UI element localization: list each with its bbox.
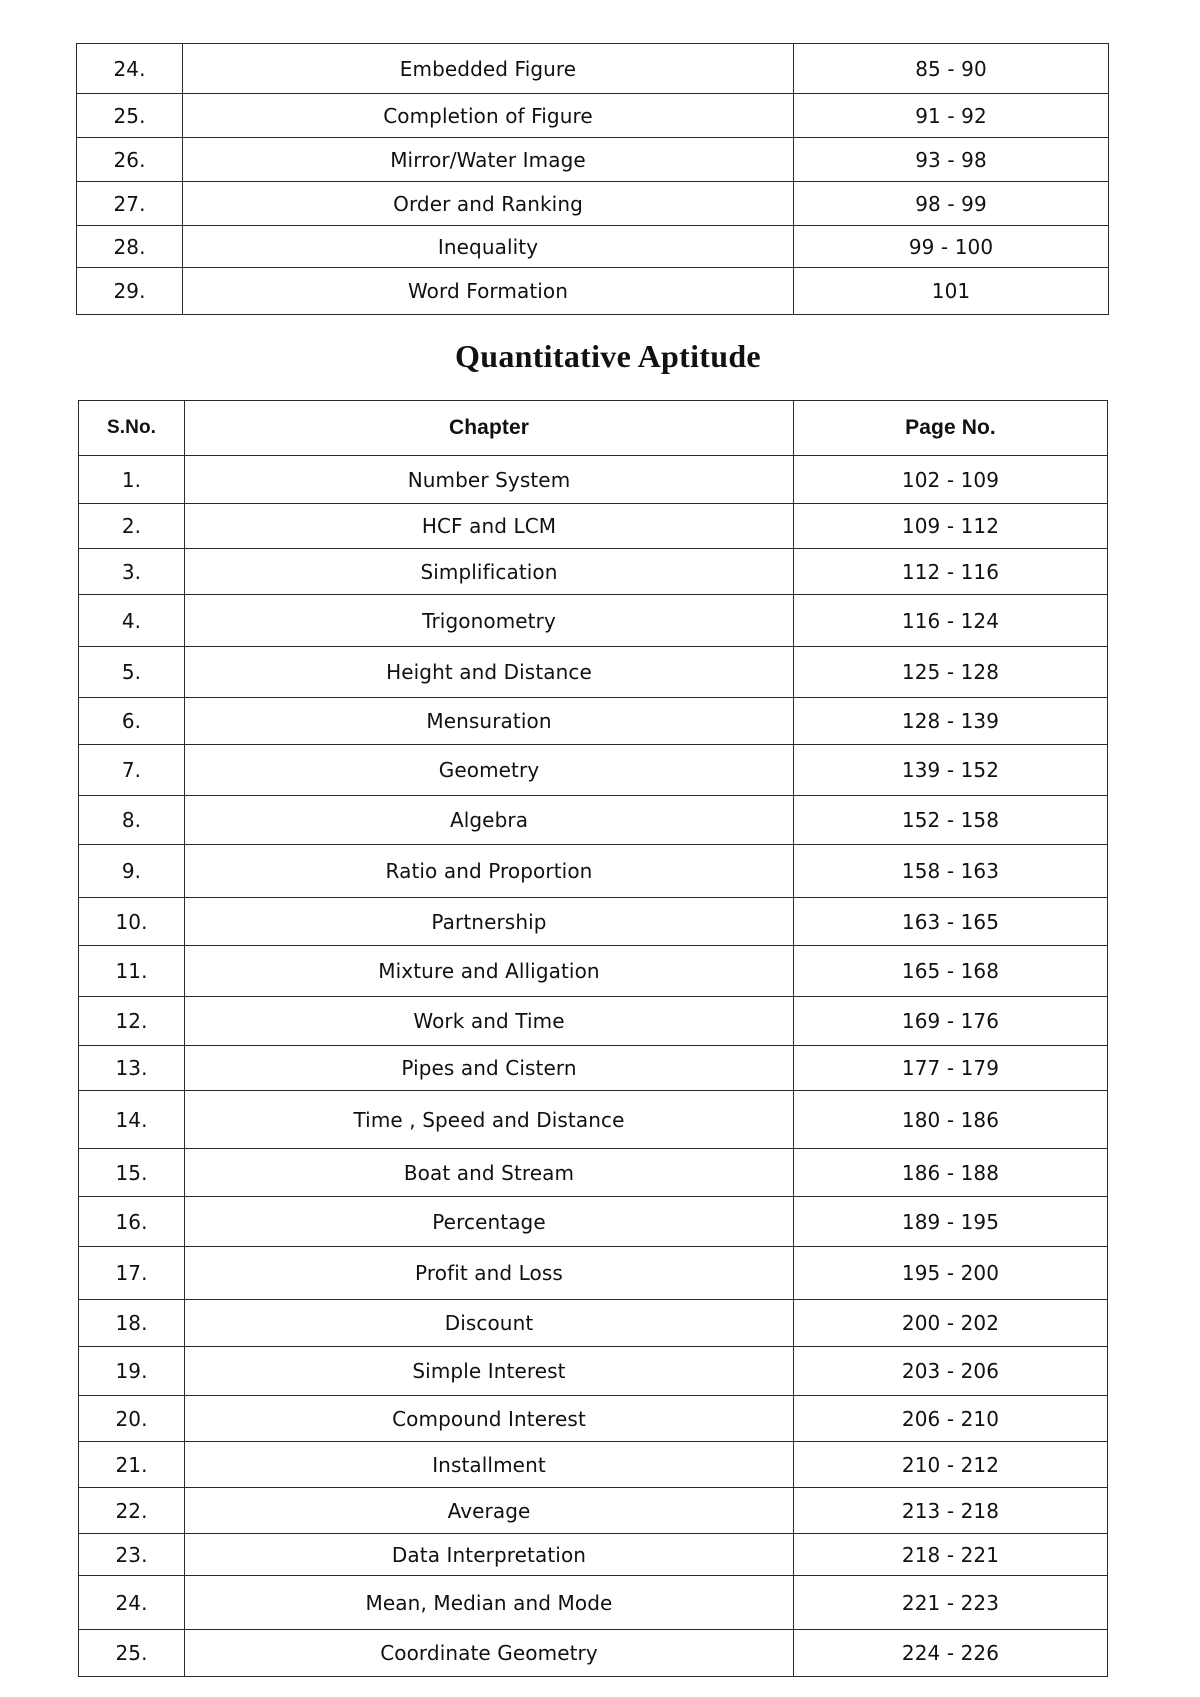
- serial-number: 20.: [79, 1396, 185, 1442]
- serial-number: 25.: [77, 94, 183, 138]
- table-row: [79, 698, 1108, 745]
- table-row: [79, 796, 1108, 845]
- table-row: [79, 845, 1108, 898]
- chapter-name: Pipes and Cistern: [185, 1046, 794, 1091]
- page-range: 210 - 212: [794, 1442, 1108, 1488]
- table-row: [79, 1396, 1108, 1442]
- table-row: [79, 595, 1108, 647]
- chapter-name: Mean, Median and Mode: [185, 1576, 794, 1630]
- page-range: 213 - 218: [794, 1488, 1108, 1534]
- chapter-name: Work and Time: [185, 997, 794, 1046]
- page-range: 218 - 221: [794, 1534, 1108, 1576]
- serial-number: 21.: [79, 1442, 185, 1488]
- chapter-name: Embedded Figure: [183, 44, 794, 94]
- table-row: [79, 1488, 1108, 1534]
- serial-number: 16.: [79, 1197, 185, 1247]
- table-row: [77, 268, 1109, 315]
- page-range: 195 - 200: [794, 1247, 1108, 1300]
- chapter-name: Inequality: [183, 226, 794, 268]
- table-row: [79, 647, 1108, 698]
- table-row: [79, 946, 1108, 997]
- page-range: 180 - 186: [794, 1091, 1108, 1149]
- table-row: [79, 504, 1108, 549]
- chapter-name: Discount: [185, 1300, 794, 1347]
- serial-number: 13.: [79, 1046, 185, 1091]
- chapter-name: Installment: [185, 1442, 794, 1488]
- serial-number: 2.: [79, 504, 185, 549]
- serial-number: 23.: [79, 1534, 185, 1576]
- serial-number: 5.: [79, 647, 185, 698]
- quantitative-aptitude-contents-body: [79, 456, 1108, 1677]
- chapter-name: Completion of Figure: [183, 94, 794, 138]
- page-range: 112 - 116: [794, 549, 1108, 595]
- table-row: [79, 1046, 1108, 1091]
- table-row: [79, 1630, 1108, 1677]
- table-row: [79, 456, 1108, 504]
- page-range: 200 - 202: [794, 1300, 1108, 1347]
- page-range: 206 - 210: [794, 1396, 1108, 1442]
- page-range: 186 - 188: [794, 1149, 1108, 1197]
- page-range: 165 - 168: [794, 946, 1108, 997]
- page-range: 98 - 99: [794, 182, 1109, 226]
- serial-number: 24.: [77, 44, 183, 94]
- serial-number: 28.: [77, 226, 183, 268]
- chapter-name: Time , Speed and Distance: [185, 1091, 794, 1149]
- page-range: 169 - 176: [794, 997, 1108, 1046]
- serial-number: 17.: [79, 1247, 185, 1300]
- serial-number: 12.: [79, 997, 185, 1046]
- page-range: 203 - 206: [794, 1347, 1108, 1396]
- chapter-name: Mensuration: [185, 698, 794, 745]
- table-row: [79, 1091, 1108, 1149]
- page-range: 101: [794, 268, 1109, 315]
- chapter-name: HCF and LCM: [185, 504, 794, 549]
- page-range: 116 - 124: [794, 595, 1108, 647]
- page-range: 152 - 158: [794, 796, 1108, 845]
- page-range: 221 - 223: [794, 1576, 1108, 1630]
- table-row: [79, 898, 1108, 946]
- chapter-name: Mixture and Alligation: [185, 946, 794, 997]
- header-page-no: Page No.: [794, 401, 1108, 456]
- table-row: [77, 138, 1109, 182]
- page-range: 102 - 109: [794, 456, 1108, 504]
- serial-number: 15.: [79, 1149, 185, 1197]
- header-chapter: Chapter: [185, 401, 794, 456]
- serial-number: 1.: [79, 456, 185, 504]
- page-range: 109 - 112: [794, 504, 1108, 549]
- table-row: [79, 1347, 1108, 1396]
- chapter-name: Compound Interest: [185, 1396, 794, 1442]
- chapter-name: Mirror/Water Image: [183, 138, 794, 182]
- table-row: [79, 1149, 1108, 1197]
- chapter-name: Ratio and Proportion: [185, 845, 794, 898]
- serial-number: 14.: [79, 1091, 185, 1149]
- table-row: [77, 94, 1109, 138]
- quantitative-aptitude-contents-table: [78, 400, 1108, 1677]
- table-header: [79, 401, 1108, 456]
- serial-number: 25.: [79, 1630, 185, 1677]
- chapter-name: Average: [185, 1488, 794, 1534]
- serial-number: 29.: [77, 268, 183, 315]
- reasoning-contents-table: [76, 43, 1109, 315]
- chapter-name: Partnership: [185, 898, 794, 946]
- page-range: 224 - 226: [794, 1630, 1108, 1677]
- page-range: 93 - 98: [794, 138, 1109, 182]
- table-row: [79, 745, 1108, 796]
- chapter-name: Profit and Loss: [185, 1247, 794, 1300]
- page-range: 189 - 195: [794, 1197, 1108, 1247]
- table-row: [77, 182, 1109, 226]
- table-row: [77, 226, 1109, 268]
- chapter-name: Word Formation: [183, 268, 794, 315]
- serial-number: 6.: [79, 698, 185, 745]
- chapter-name: Order and Ranking: [183, 182, 794, 226]
- chapter-name: Coordinate Geometry: [185, 1630, 794, 1677]
- page-range: 139 - 152: [794, 745, 1108, 796]
- chapter-name: Boat and Stream: [185, 1149, 794, 1197]
- serial-number: 3.: [79, 549, 185, 595]
- serial-number: 26.: [77, 138, 183, 182]
- header-row: [79, 401, 1108, 456]
- table-row: [79, 1247, 1108, 1300]
- chapter-name: Simple Interest: [185, 1347, 794, 1396]
- chapter-name: Geometry: [185, 745, 794, 796]
- serial-number: 4.: [79, 595, 185, 647]
- page-range: 91 - 92: [794, 94, 1109, 138]
- serial-number: 22.: [79, 1488, 185, 1534]
- table-row: [79, 1576, 1108, 1630]
- serial-number: 18.: [79, 1300, 185, 1347]
- table-row: [79, 1197, 1108, 1247]
- page-range: 128 - 139: [794, 698, 1108, 745]
- reasoning-contents-body: [77, 44, 1109, 315]
- header-sno: S.No.: [79, 401, 185, 456]
- table-row: [77, 44, 1109, 94]
- chapter-name: Algebra: [185, 796, 794, 845]
- table-row: [79, 1300, 1108, 1347]
- chapter-name: Number System: [185, 456, 794, 504]
- chapter-name: Data Interpretation: [185, 1534, 794, 1576]
- table-row: [79, 997, 1108, 1046]
- page-range: 177 - 179: [794, 1046, 1108, 1091]
- page-range: 85 - 90: [794, 44, 1109, 94]
- table-row: [79, 1534, 1108, 1576]
- serial-number: 7.: [79, 745, 185, 796]
- section-title: Quantitative Aptitude: [455, 338, 761, 374]
- table-row: [79, 1442, 1108, 1488]
- serial-number: 8.: [79, 796, 185, 845]
- table-row: [79, 549, 1108, 595]
- serial-number: 19.: [79, 1347, 185, 1396]
- serial-number: 27.: [77, 182, 183, 226]
- chapter-name: Simplification: [185, 549, 794, 595]
- page-range: 163 - 165: [794, 898, 1108, 946]
- serial-number: 9.: [79, 845, 185, 898]
- chapter-name: Percentage: [185, 1197, 794, 1247]
- serial-number: 24.: [79, 1576, 185, 1630]
- page-range: 158 - 163: [794, 845, 1108, 898]
- serial-number: 10.: [79, 898, 185, 946]
- serial-number: 11.: [79, 946, 185, 997]
- chapter-name: Trigonometry: [185, 595, 794, 647]
- page-range: 99 - 100: [794, 226, 1109, 268]
- page-range: 125 - 128: [794, 647, 1108, 698]
- chapter-name: Height and Distance: [185, 647, 794, 698]
